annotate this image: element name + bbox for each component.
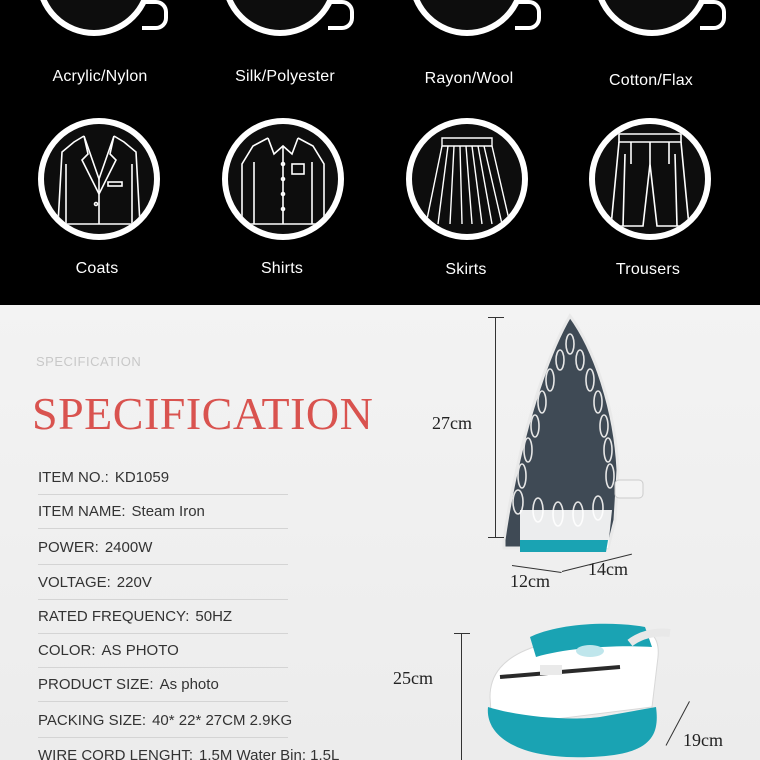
steam-station-image: [480, 617, 680, 760]
dimension-line: [488, 537, 504, 538]
dimension-line: [495, 317, 496, 537]
dial-tab-icon: [142, 0, 168, 30]
spec-row: [38, 634, 288, 668]
spec-row: [38, 600, 288, 634]
spec-label: WIRE CORD LENGHT:: [38, 747, 194, 760]
spec-label: ITEM NAME:: [38, 503, 126, 520]
spec-row: [38, 495, 288, 529]
spec-label: ITEM NO.:: [38, 469, 109, 486]
spec-label: VOLTAGE:: [38, 574, 111, 591]
section-caption: SPECIFICATION: [36, 354, 142, 369]
spec-value: Steam Iron: [131, 503, 205, 520]
spec-label: PACKING SIZE:: [38, 712, 147, 729]
dial-tab-icon: [328, 0, 354, 30]
fabric-label: Rayon/Wool: [424, 70, 514, 87]
spec-value: As photo: [159, 676, 219, 693]
shirt-icon: [222, 118, 344, 240]
dimension-line: [461, 633, 462, 760]
spec-row: [38, 461, 288, 495]
spec-row: [38, 566, 288, 600]
garment-label: Trousers: [615, 261, 681, 278]
skirt-icon: [406, 118, 528, 240]
station-height-label: 25cm: [393, 668, 433, 688]
specification-panel: [0, 305, 760, 760]
spec-label: POWER:: [38, 539, 99, 556]
iron-height-label: 27cm: [432, 413, 472, 433]
spec-value: AS PHOTO: [101, 642, 179, 659]
coat-icon: [38, 118, 160, 240]
spec-row: [38, 531, 288, 565]
fabric-icon-cotton-flax: [594, 0, 710, 36]
spec-value: 50HZ: [195, 608, 233, 625]
spec-value: 1.5M Water Bin: 1.5L: [199, 747, 340, 760]
garment-label: Coats: [75, 260, 119, 277]
dial-tab-icon: [700, 0, 726, 30]
spec-row: [38, 704, 293, 738]
spec-value: KD1059: [114, 469, 170, 486]
steam-iron-image: [480, 310, 660, 590]
spec-label: COLOR:: [38, 642, 96, 659]
fabric-icon-rayon-wool: [409, 0, 525, 36]
iron-depth-label: 12cm: [510, 571, 550, 591]
station-depth-label: 19cm: [683, 730, 723, 750]
spec-label: RATED FREQUENCY:: [38, 608, 190, 625]
fabric-label: Silk/Polyester: [235, 68, 335, 85]
garment-label: Skirts: [445, 261, 487, 278]
spec-value: 40* 22* 27CM 2.9KG: [152, 712, 293, 729]
iron-width-label: 14cm: [588, 559, 628, 579]
dimension-line: [454, 633, 470, 634]
dial-tab-icon: [515, 0, 541, 30]
fabric-icon-acrylic-nylon: [36, 0, 152, 36]
spec-value: 220V: [116, 574, 152, 591]
spec-row: [38, 739, 340, 760]
trousers-icon: [589, 118, 711, 240]
spec-value: 2400W: [104, 539, 153, 556]
garment-label: Shirts: [260, 260, 304, 277]
fabric-icon-silk-polyester: [222, 0, 338, 36]
fabric-label: Acrylic/Nylon: [52, 68, 148, 85]
spec-row: [38, 668, 288, 702]
section-title: SPECIFICATION: [32, 388, 374, 439]
fabric-label: Cotton/Flax: [608, 72, 693, 89]
spec-label: PRODUCT SIZE:: [38, 676, 154, 693]
fabric-guide-panel: [0, 0, 760, 305]
dimension-line: [488, 317, 504, 318]
